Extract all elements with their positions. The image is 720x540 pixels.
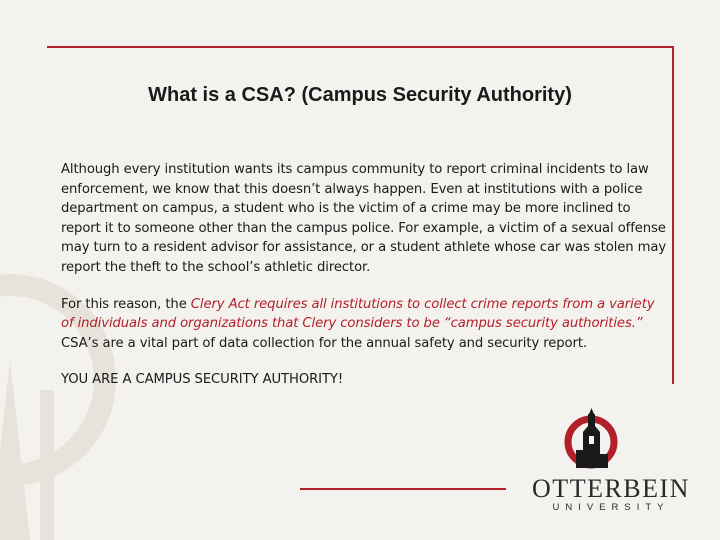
paragraph-clery-lead: For this reason, the	[61, 296, 191, 312]
slide-title: What is a CSA? (Campus Security Authority)	[148, 84, 572, 106]
body-text	[61, 160, 671, 407]
logo-subtitle: UNIVERSITY	[552, 502, 670, 513]
paragraph-intro: Although every institution wants its campus community to report criminal incidents to law enforcement, we know that this doesn’t always happen. Even at institutions with a police department on campus, a student who is the victim of a crime may be more inclined to report it to someone other than the campus police. For example, a victim of a sexual offense may turn to a resident advisor for assistance, or a student athlete whose car was stolen may report the theft to the school’s athletic director.	[61, 162, 667, 275]
callout-text: YOU ARE A CAMPUS SECURITY AUTHORITY!	[61, 372, 344, 388]
frame-top-line	[47, 46, 674, 48]
paragraph-clery-tail: CSA’s are a vital part of data collection for the annual safety and security report.	[61, 335, 588, 351]
clery-act-emphasis: Clery Act requires all institutions to collect crime reports from a variety of individuals and organizations that Clery considers to be “campus security authorities.”	[61, 296, 655, 332]
otterbein-tower-icon	[516, 408, 706, 474]
paragraph-clery	[61, 295, 671, 354]
logo-name: OTTERBEIN	[532, 474, 690, 503]
otterbein-logo	[516, 408, 706, 518]
frame-bottom-line	[300, 488, 506, 490]
